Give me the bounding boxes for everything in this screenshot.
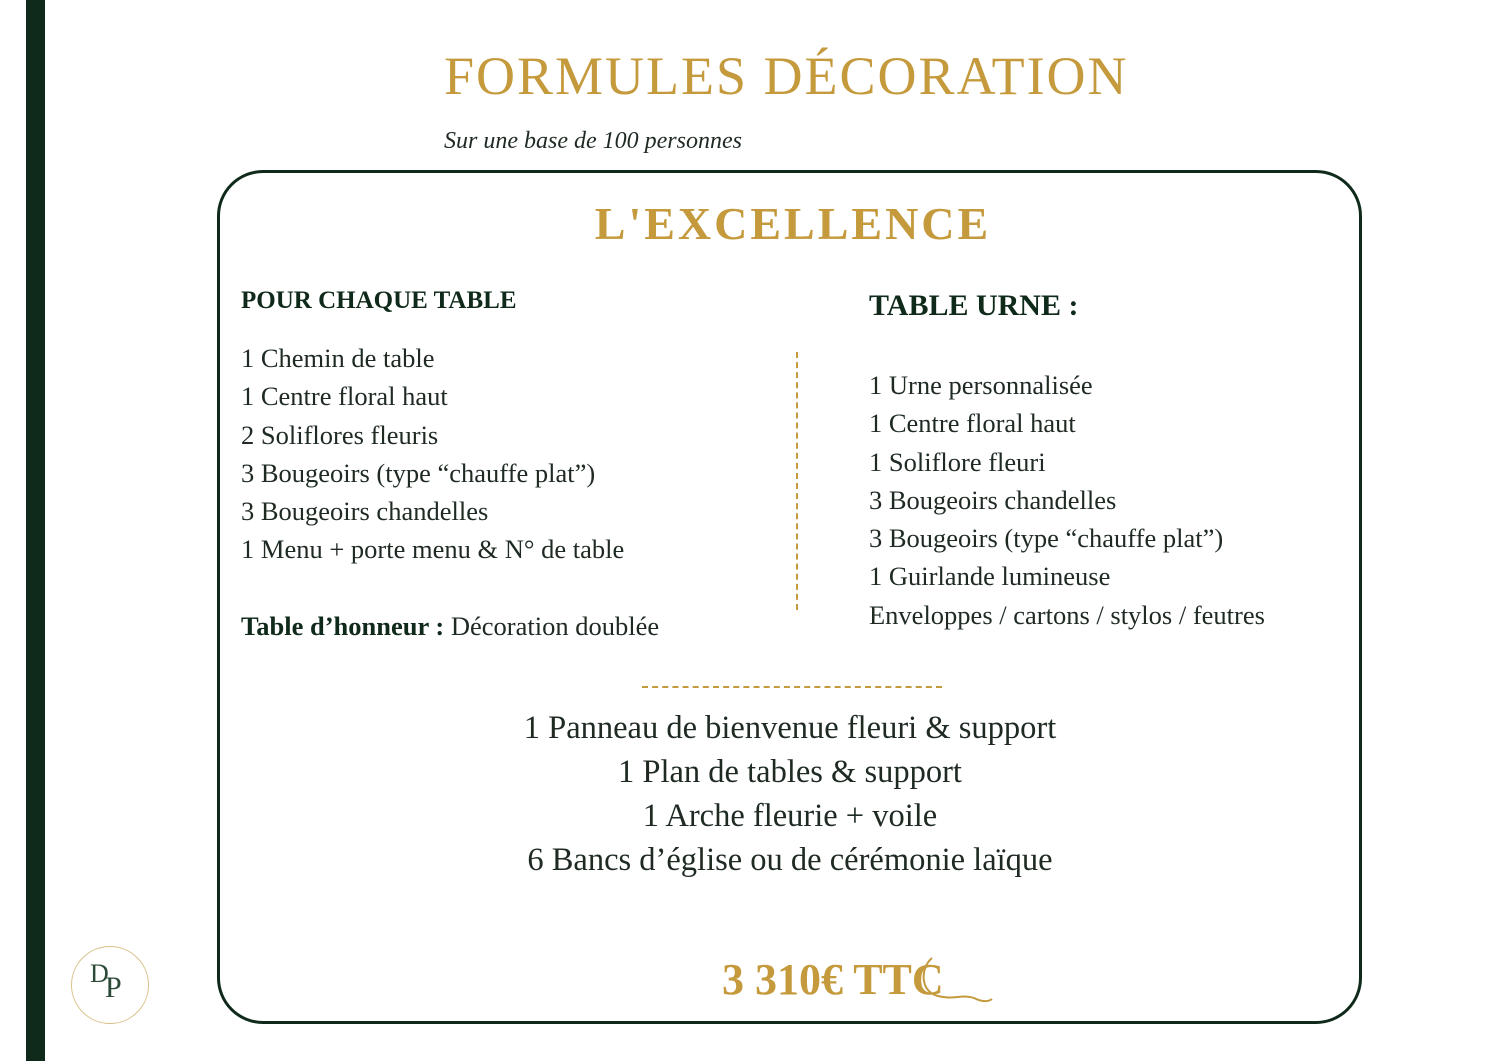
monogram-letter-d: D bbox=[90, 959, 109, 988]
formula-title: L'EXCELLENCE bbox=[594, 198, 992, 249]
list-item: 1 Soliflore fleuri bbox=[869, 446, 1046, 477]
column-divider bbox=[796, 352, 798, 610]
urn-table-list bbox=[869, 366, 1349, 634]
list-item: 1 Guirlande lumineuse bbox=[869, 561, 1111, 592]
honor-table-value: Décoration doublée bbox=[444, 610, 660, 641]
list-item: 3 Bougeoirs (type “chauffe plat”) bbox=[869, 523, 1224, 554]
extras-item: 1 Plan de tables & support bbox=[618, 754, 962, 790]
list-item: 2 Soliflores fleuris bbox=[241, 419, 439, 450]
page-subtitle: Sur une base de 100 personnes bbox=[444, 128, 742, 154]
list-item: 1 Centre floral haut bbox=[241, 381, 448, 412]
extras-item: 1 Arche fleurie + voile bbox=[642, 798, 938, 834]
honor-table-label: Table d’honneur : bbox=[241, 610, 445, 641]
list-item: 3 Bougeoirs chandelles bbox=[241, 496, 489, 527]
page-title: FORMULES DÉCORATION bbox=[444, 46, 1129, 106]
list-item: Enveloppes / cartons / stylos / feutres bbox=[869, 599, 1265, 630]
per-table-heading: POUR CHAQUE TABLE bbox=[241, 287, 517, 314]
list-item: 3 Bougeoirs (type “chauffe plat”) bbox=[241, 457, 596, 488]
section-divider bbox=[642, 686, 942, 688]
flourish-ornament bbox=[902, 952, 994, 1008]
extras-item: 1 Panneau de bienvenue fleuri & support bbox=[523, 710, 1057, 746]
per-table-column bbox=[241, 284, 781, 645]
honor-table-line bbox=[241, 607, 781, 645]
list-item: 1 Chemin de table bbox=[241, 343, 435, 373]
extras-list bbox=[350, 706, 1230, 882]
side-accent-bar bbox=[26, 0, 45, 1061]
brand-monogram-logo bbox=[71, 946, 149, 1024]
urn-table-column bbox=[869, 289, 1349, 634]
list-item: 1 Centre floral haut bbox=[869, 408, 1076, 439]
extras-item: 6 Bancs d’église ou de cérémonie laïque bbox=[527, 842, 1053, 878]
monogram-letter-p: P bbox=[105, 971, 122, 1004]
urn-table-heading: TABLE URNE : bbox=[869, 289, 1079, 322]
list-item: 1 Menu + porte menu & N° de table bbox=[241, 534, 625, 565]
per-table-list bbox=[241, 339, 781, 569]
list-item: 3 Bougeoirs chandelles bbox=[869, 484, 1117, 515]
list-item: 1 Urne personnalisée bbox=[869, 370, 1093, 400]
price-label: 3 310€ TTC bbox=[722, 955, 944, 1004]
